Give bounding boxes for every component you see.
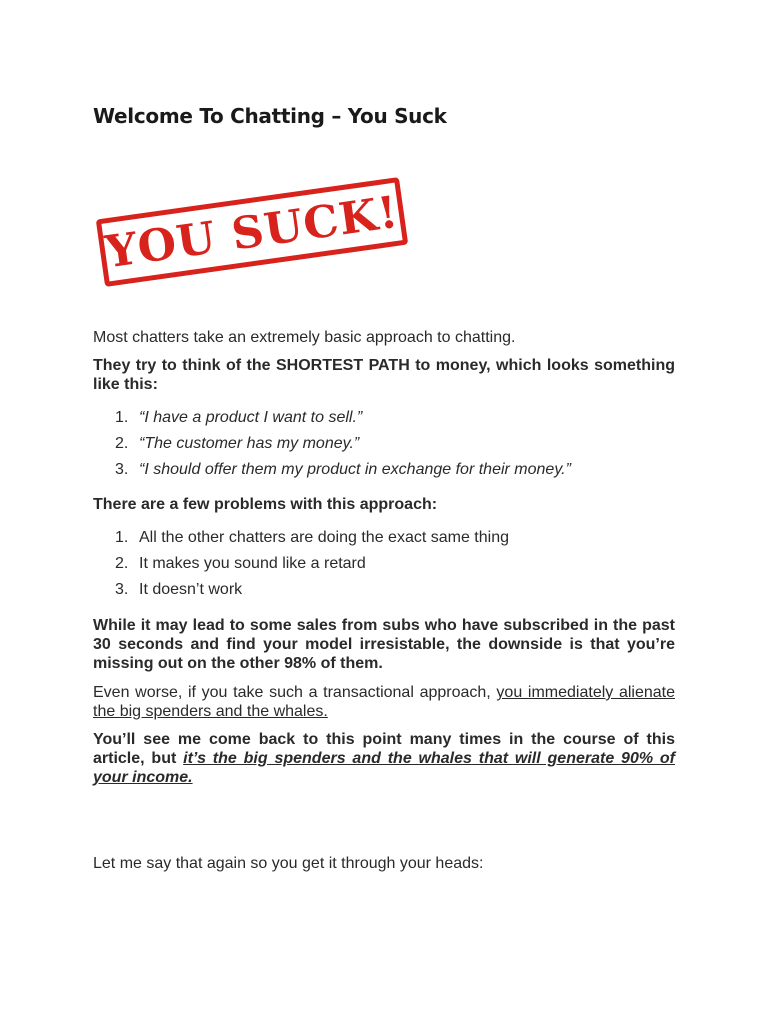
list-item: [93, 580, 675, 599]
list-number: 1.: [115, 529, 129, 546]
list-text: “I have a product I want to sell.”: [139, 409, 363, 426]
say-again-paragraph: Let me say that again so you get it through your heads:: [93, 855, 484, 872]
transactional-paragraph: [93, 683, 675, 721]
transactional-text: Even worse, if you take such a transactional approach,: [93, 684, 497, 701]
list-item: [93, 554, 675, 573]
list-item: [93, 460, 675, 479]
list-item: [93, 434, 675, 453]
stamp-border: [96, 177, 408, 287]
problems-list: [93, 528, 675, 599]
shortest-path-paragraph: They try to think of the SHORTEST PATH to money, which looks something like this:: [93, 357, 675, 393]
list-number: 3.: [115, 461, 129, 478]
list-text: “The customer has my money.”: [139, 435, 360, 452]
list-number: 2.: [115, 435, 129, 452]
page-title: Welcome To Chatting – You Suck: [93, 104, 447, 128]
stamp-text: YOU SUCK!: [102, 186, 402, 278]
list-number: 1.: [115, 409, 129, 426]
list-text: “I should offer them my product in exchange for their money.”: [139, 461, 571, 478]
shortest-path-list: [93, 408, 675, 479]
list-text: All the other chatters are doing the exact same thing: [139, 529, 509, 546]
downside-paragraph: While it may lead to some sales from subs who have subscribed in the past 30 seconds and find your model irresistable, the downside is that you’re missing out on the other 98% of them.: [93, 617, 675, 672]
big-spenders-text: You’ll see me come back to this point many times in the course of this article, but: [93, 731, 675, 767]
list-item: [93, 528, 675, 547]
list-item: [93, 408, 675, 427]
you-suck-image: [93, 178, 418, 318]
income-emphasis-text: it’s the big spenders and the whales that will generate 90% of your income.: [93, 750, 676, 786]
list-number: 3.: [115, 581, 129, 598]
big-spenders-paragraph: [93, 730, 675, 787]
list-text: It makes you sound like a retard: [139, 555, 366, 572]
list-text: It doesn’t work: [139, 581, 243, 598]
intro-paragraph: Most chatters take an extremely basic approach to chatting.: [93, 329, 516, 346]
list-number: 2.: [115, 555, 129, 572]
alienate-text: you immediately alienate the big spenders and the whales.: [93, 684, 676, 720]
problems-heading: There are a few problems with this approach:: [93, 496, 438, 513]
